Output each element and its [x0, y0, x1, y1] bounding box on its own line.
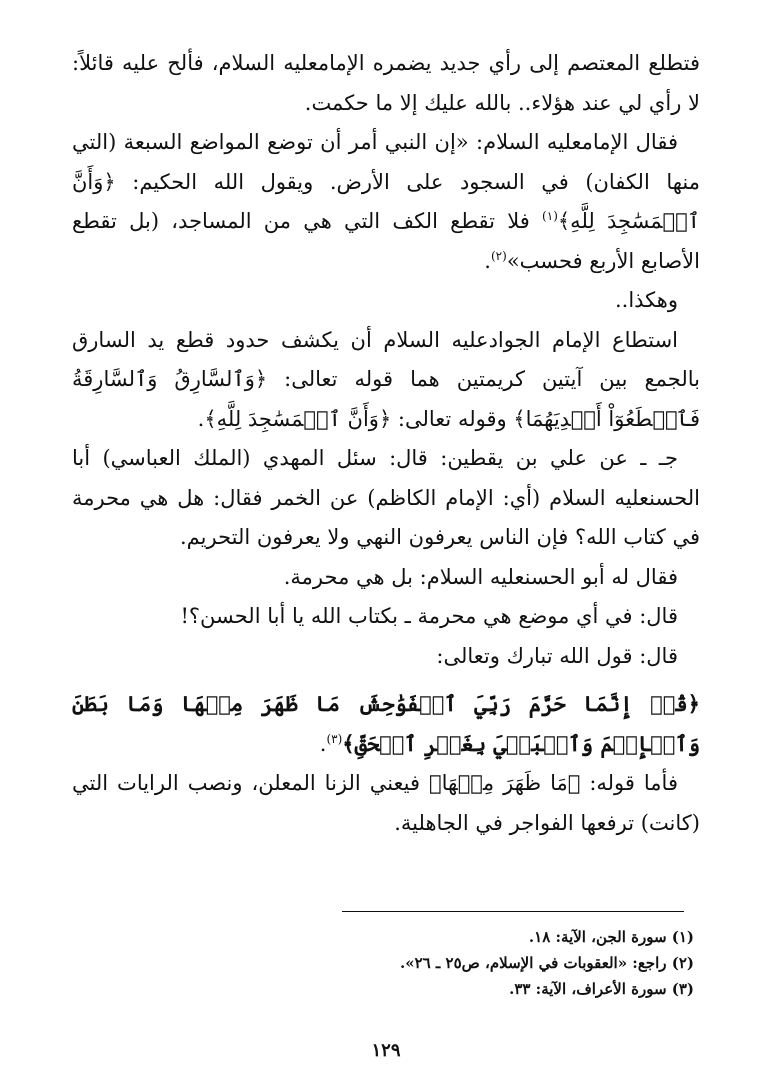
footnote-2: (٢) راجع: «العقوبات في الإسلام، ص٢٥ ـ ٢٦».	[399, 954, 694, 972]
footnote-3: (٣) سورة الأعراف، الآية: ٣٣.	[509, 980, 694, 998]
footnotes	[72, 924, 694, 1002]
paragraph-4: استطاع الإمام الجوادعليه السلام أن يكشف حدود قطع يد السارق بالجمع بين آيتين كريمتين هما قوله تعالى: ﴿وَٱلسَّارِقُ وَٱلسَّارِقَةُ فَٱقۡطَعُوٓاْ أَيۡدِيَهُمَا﴾ وقوله تعالى: ﴿وَأَنَّ ٱلۡمَسَٰجِدَ لِلَّهِ﴾.	[72, 327, 700, 431]
quran-verse-text: ﴿قُلۡ إِنَّمَا حَرَّمَ رَبِّيَ ٱلۡفَوَٰحِشَ مَا ظَهَرَ مِنۡهَا وَمَا بَطَنَ وَٱلۡإِثۡمَ وَٱلۡبَغۡيَ بِغَيۡرِ ٱلۡحَقِّ﴾	[72, 691, 700, 756]
paragraph-2: فقال الإمامعليه السلام: «إن النبي أمر أن توضع المواضع السبعة (التي منها الكفان) في السجود على الأرض. ويقول الله الحكيم: ﴿وَأَنَّ ٱلۡمَسَٰجِدَ لِلَّهِ﴾$^{(١)}$ فلا تقطع الكف التي هي من المساجد، (بل تقطع الأصابع الأربع فحسب»$^{(٢)}$.	[72, 130, 700, 273]
paragraph-5: جـ ـ عن علي بن يقطين: قال: سئل المهدي (الملك العباسي) أبا الحسنعليه السلام (أي: الإمام الكاظم) عن الخمر فقال: هل هي محرمة في كتاب الله؟ فإن الناس يعرفون النهي ولا يعرفون التحريم.	[72, 446, 700, 549]
quran-verse: ﴿قُلۡ إِنَّمَا حَرَّمَ رَبِّيَ ٱلۡفَوَٰحِشَ مَا ظَهَرَ مِنۡهَا وَمَا بَطَنَ وَٱلۡإِثۡمَ وَٱلۡبَغۡيَ بِغَيۡرِ ٱلۡحَقِّ﴾$^{(٣)}$.	[72, 691, 700, 756]
paragraph-7: قال: في أي موضع هي محرمة ـ بكتاب الله يا أبا الحسن؟!	[180, 604, 678, 628]
footnote-divider	[342, 911, 684, 912]
footnote-marker-2: (٢)	[490, 248, 507, 263]
footnote-marker-3: (٣)	[326, 732, 343, 746]
paragraph-1: فتطلع المعتصم إلى رأي جديد يضمره الإمامعليه السلام، فألح عليه قائلاً: لا رأي لي عند هؤلاء.. بالله عليك إلا ما حكمت.	[72, 51, 700, 115]
paragraph-6: فقال له أبو الحسنعليه السلام: بل هي محرمة.	[283, 564, 678, 589]
paragraph-3: وهكذا..	[614, 288, 678, 312]
footnote-1: (١) سورة الجن، الآية: ١٨.	[528, 928, 694, 946]
paragraph-9: فأما قوله: ﴿مَا ظَهَرَ مِنۡهَا﴾ فيعني الزنا المعلن، ونصب الرايات التي (كانت) ترفعها الفواجر في الجاهلية.	[72, 771, 700, 835]
footnote-marker-1: (١)	[542, 209, 558, 223]
paragraph-8: قال: قول الله تبارك وتعالى:	[436, 643, 678, 668]
paragraph-2-text: فقال الإمامعليه السلام: «إن النبي أمر أن توضع المواضع السبعة (التي منها الكفان) في السجود على الأرض. ويقول الله الحكيم: ﴿وَأَنَّ ٱلۡمَسَٰجِدَ لِلَّهِ﴾	[72, 130, 700, 233]
paragraph-2-tail: فلا تقطع الكف التي هي من المساجد، (بل تقطع الأصابع الأربع فحسب»	[72, 209, 700, 273]
page-number: ١٢٩	[371, 1040, 401, 1061]
main-text	[72, 44, 700, 843]
